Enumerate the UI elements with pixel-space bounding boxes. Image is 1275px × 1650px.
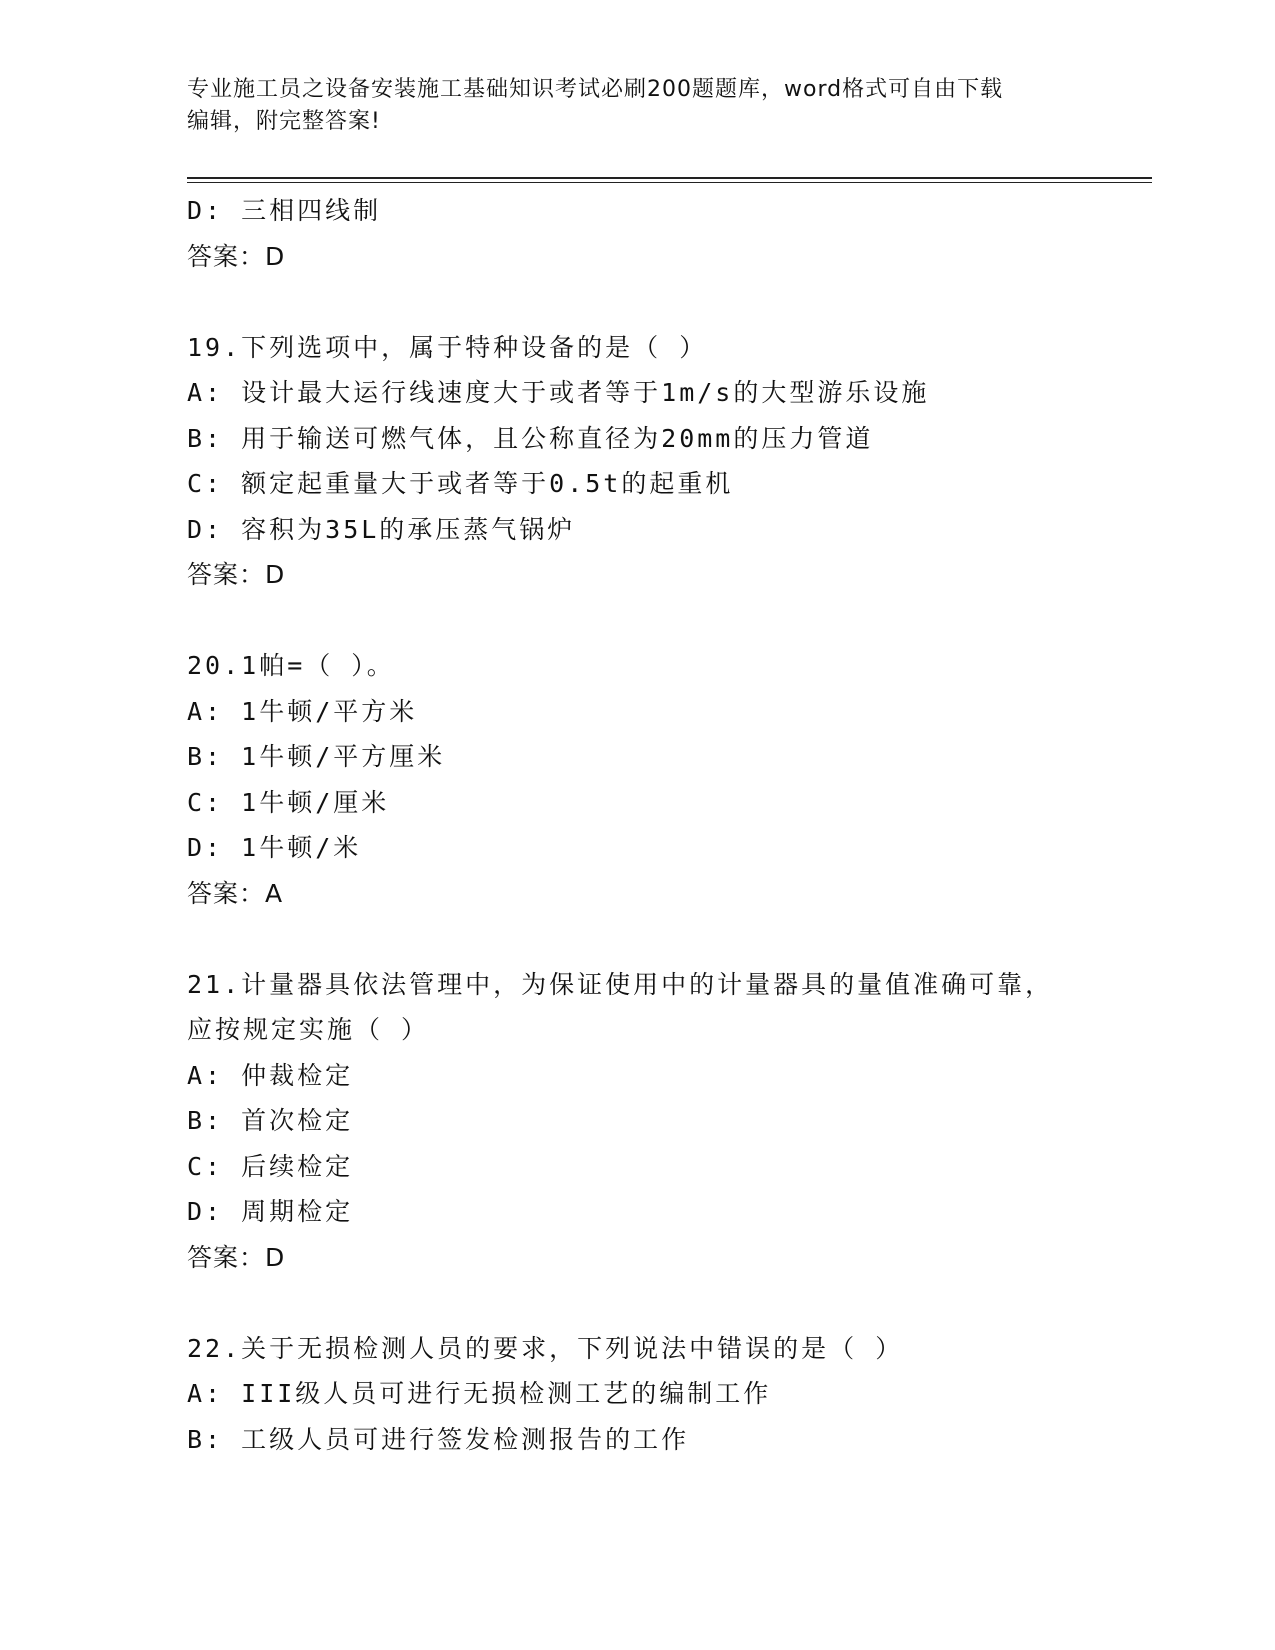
- question-22: [187, 1326, 1087, 1463]
- question-21: [187, 962, 1087, 1281]
- option-b: B: 用于输送可燃气体，且公称直径为20mm的压力管道: [187, 423, 874, 453]
- answer-line: 答案：D: [187, 1242, 286, 1272]
- question-list: [187, 188, 1087, 1462]
- option-a: A: III级人员可进行无损检测工艺的编制工作: [187, 1379, 772, 1408]
- option-d: D: 1牛顿/米: [187, 833, 362, 862]
- question-stem-line1: 21.计量器具依法管理中，为保证使用中的计量器具的量值准确可靠，: [187, 969, 1054, 999]
- header-divider-thick: [187, 177, 1152, 179]
- page-header: [187, 74, 1087, 138]
- spacer: [187, 279, 1087, 325]
- question-stem: 22.关于无损检测人员的要求，下列说法中错误的是（ ）: [187, 1333, 904, 1363]
- answer-line: 答案：A: [187, 878, 284, 908]
- option-a: A: 1牛顿/平方米: [187, 696, 418, 726]
- header-divider-thin: [187, 182, 1152, 183]
- option-d: D: 三相四线制: [187, 196, 382, 225]
- question-stem: 19.下列选项中，属于特种设备的是（ ）: [187, 332, 708, 362]
- option-c: C: 额定起重量大于或者等于0.5t的起重机: [187, 469, 734, 498]
- question-20: [187, 643, 1087, 916]
- spacer: [187, 598, 1087, 644]
- question-stem: 20.1帕=（ ）。: [187, 651, 395, 680]
- option-b: B: 1牛顿/平方厘米: [187, 742, 446, 771]
- option-c: C: 后续检定: [187, 1151, 354, 1181]
- answer-line: 答案：D: [187, 241, 286, 271]
- option-d: D: 容积为35L的承压蒸气锅炉: [187, 514, 576, 544]
- option-c: C: 1牛顿/厘米: [187, 787, 390, 817]
- option-b: B: 工级人员可进行签发检测报告的工作: [187, 1424, 690, 1454]
- header-title-line2: 编辑，附完整答案!: [187, 109, 381, 134]
- option-a: A: 设计最大运行线速度大于或者等于1m/s的大型游乐设施: [187, 378, 930, 407]
- option-d: D: 周期检定: [187, 1197, 354, 1226]
- header-title-line1: 专业施工员之设备安装施工基础知识考试必刷200题题库，word格式可自由下载: [187, 77, 1004, 102]
- option-a: A: 仲裁检定: [187, 1060, 354, 1090]
- spacer: [187, 916, 1087, 962]
- spacer: [187, 1280, 1087, 1326]
- option-b: B: 首次检定: [187, 1106, 354, 1135]
- question-stem-line2: 应按规定实施（ ）: [187, 1015, 430, 1044]
- answer-line: 答案：D: [187, 560, 286, 589]
- question-19: [187, 325, 1087, 598]
